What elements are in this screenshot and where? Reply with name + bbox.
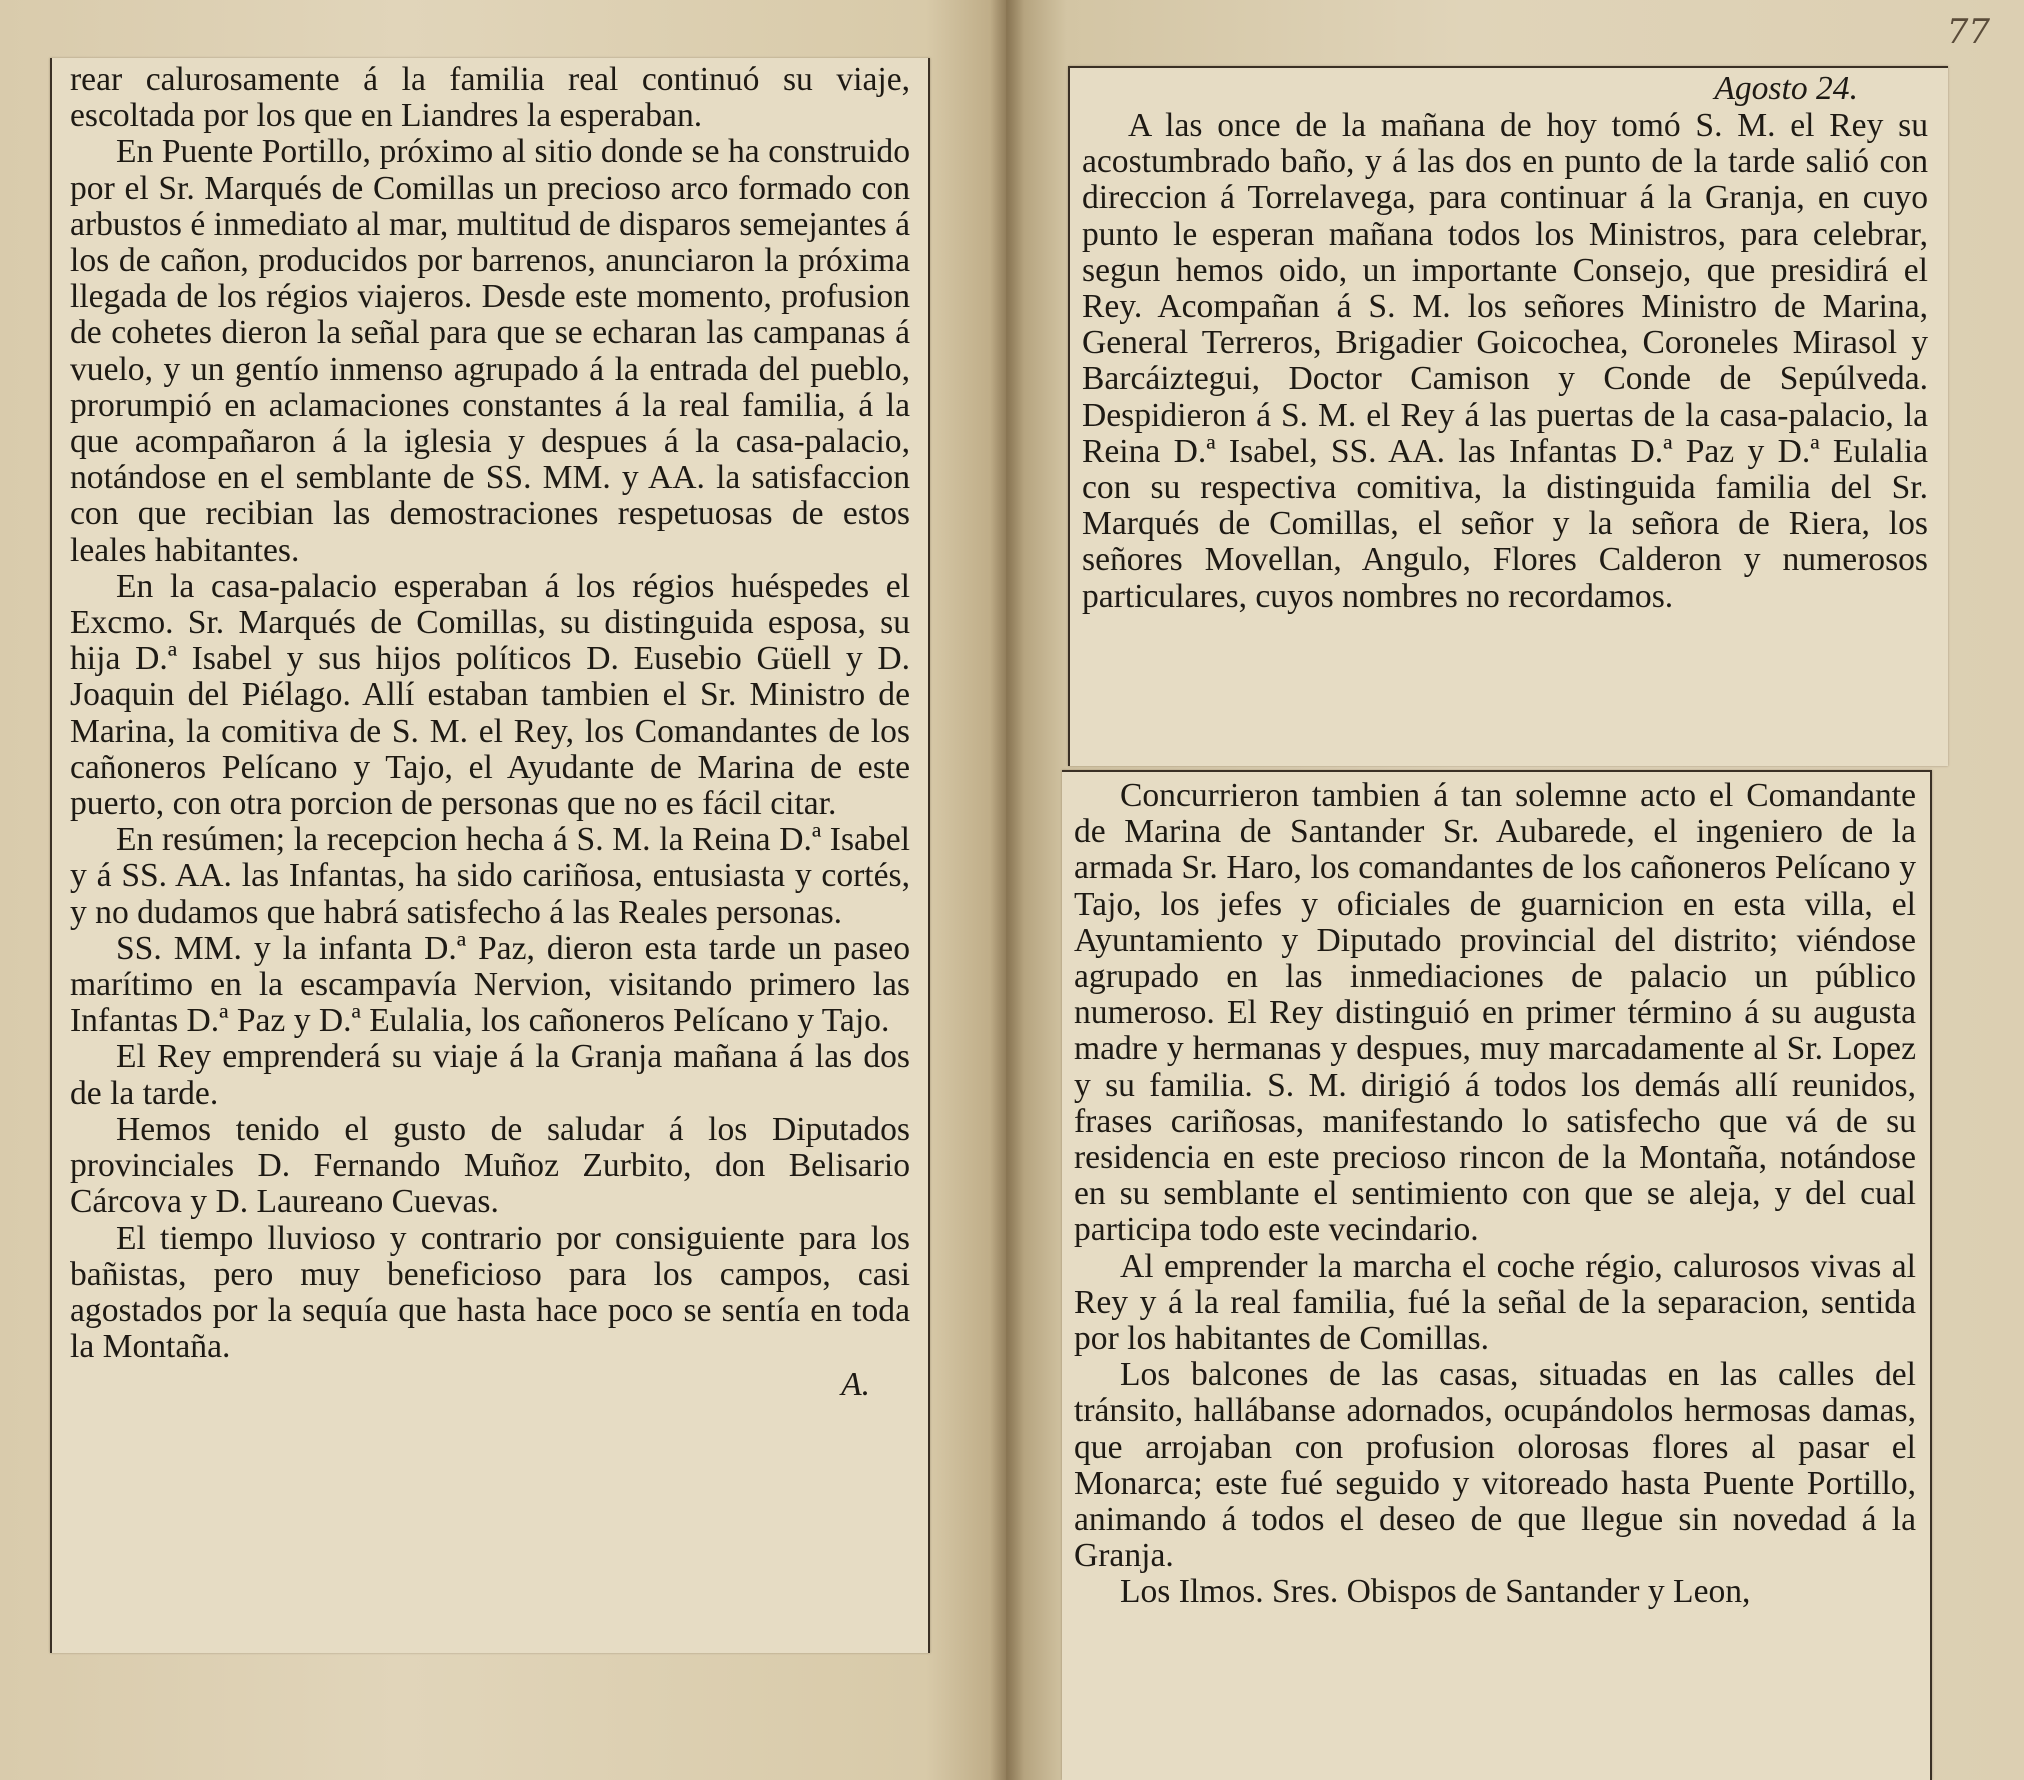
newspaper-clipping-right-bottom [1062,770,1932,1780]
book-gutter [990,0,1024,1780]
paragraph: El tiempo lluvioso y contrario por consiguiente para los bañistas, pero muy beneficioso para los campos, casi agostados por la sequía que hasta hace poco se sentía en toda la Montaña. [70,1219,910,1366]
paragraph: El Rey emprenderá su viaje á la Granja mañana á las dos de la tarde. [70,1038,910,1112]
paragraph: En la casa-palacio esperaban á los régios huéspedes el Excmo. Sr. Marqués de Comillas, su distinguida esposa, su hija D.ª Isabel y sus hijos políticos D. Eusebio Güell y D. Joaquin del Piélago. Allí estaban tambien el Sr. Ministro de Marina, la comitiva de S. M. el Rey, los Comandantes de los cañoneros Pelícano y Tajo, el Ayudante de Marina de este puerto, con otra porcion de personas que no es fácil citar. [70,567,910,823]
paragraph: En resúmen; la recepcion hecha á S. M. la Reina D.ª Isabel y á SS. AA. las Infantas, ha sido cariñosa, entusiasta y cortés, y no dudamos que habrá satisfecho á las Reales personas. [70,821,910,931]
paragraph: Los balcones de las casas, situadas en las calles del tránsito, hallábanse adornados, ocupándolos hermosas damas, que arrojaban con profusion olorosas flores al pasar el Monarca; este fué seguido y vitoreado hasta Puente Portillo, animando á todos el deseo de que llegue sin novedad á la Granja. [1074,1356,1916,1575]
author-signature: A. [841,1366,870,1404]
paragraph: En Puente Portillo, próximo al sitio donde se ha construido por el Sr. Marqués de Comillas un precioso arco formado con arbustos é inmediato al mar, multitud de disparos semejantes á los de cañon, producidos por barrenos, anunciaron la próxima llegada de los régios viajeros. Desde este momento, profusion de cohetes dieron la señal para que se echaran las campanas á vuelo, y un gentío inmenso agrupado á la entrada del pueblo, prorumpió en aclamaciones constantes á la real familia, á la que acompañaron á la iglesia y despues á la casa-palacio, notándose en el semblante de SS. MM. y AA. la satisfaccion con que recibian las demostraciones respetuosas de estos leales habitantes. [70,133,910,569]
paragraph: Hemos tenido el gusto de saludar á los Diputados provinciales D. Fernando Muñoz Zurbito, don Belisario Cárcova y D. Laureano Cuevas. [70,1110,910,1221]
dateline: Agosto 24. [1714,70,1858,107]
page-number: 77 [1946,12,1990,52]
newspaper-clipping-right-top [1068,66,1948,766]
paragraph: Al emprender la marcha el coche régio, calurosos vivas al Rey y á la real familia, fué la señal de la separacion, sentida por los habitantes de Comillas. [1074,1247,1916,1358]
paragraph: SS. MM. y la infanta D.ª Paz, dieron esta tarde un paseo marítimo en la escampavía Nervion, visitando primero las Infantas D.ª Paz y D.ª Eulalia, los cañoneros Pelícano y Tajo. [70,929,910,1040]
newspaper-clipping-left [50,58,930,1653]
paragraph: rear calurosamente á la familia real continuó su viaje, escoltada por los que en Liandres la esperaban. [70,61,910,135]
paragraph: Concurrieron tambien á tan solemne acto el Comandante de Marina de Santander Sr. Aubarede, el ingeniero de la armada Sr. Haro, los comandantes de los cañoneros Pelícano y Tajo, los jefes y oficiales de guarnicion en esta villa, el Ayuntamiento y Diputado provincial del distrito; viéndose agrupado en las inmediaciones de palacio un público numeroso. El Rey distinguió en primer término á su augusta madre y hermanas y despues, muy marcadamente al Sr. Lopez y su familia. S. M. dirigió á todos los demás allí reunidos, frases cariñosas, manifestando lo satisfecho que vá de su residencia en este precioso rincon de la Montaña, notándose en su semblante el sentimiento con que se aleja, y del cual participa todo este vecindario. [1074,777,1916,1249]
paragraph: Los Ilmos. Sres. Obispos de Santander y Leon, [1120,1573,1751,1611]
paragraph: A las once de la mañana de hoy tomó S. M. el Rey su acostumbrado baño, y á las dos en punto de la tarde salió con direccion á Torrelavega, para continuar á la Granja, en cuyo punto le esperan mañana todos los Ministros, para celebrar, segun hemos oido, un importante Consejo, que presidirá el Rey. Acompañan á S. M. los señores Ministro de Marina, General Terreros, Brigadier Goicochea, Coroneles Mirasol y Barcáiztegui, Doctor Camison y Conde de Sepúlveda. Despidieron á S. M. el Rey á las puertas de la casa-palacio, la Reina D.ª Isabel, SS. AA. las Infantas D.ª Paz y D.ª Eulalia con su respectiva comitiva, la distinguida familia del Sr. Marqués de Comillas, el señor y la señora de Riera, los señores Movellan, Angulo, Flores Calderon y numerosos particulares, cuyos nombres no recordamos. [1082,107,1928,615]
